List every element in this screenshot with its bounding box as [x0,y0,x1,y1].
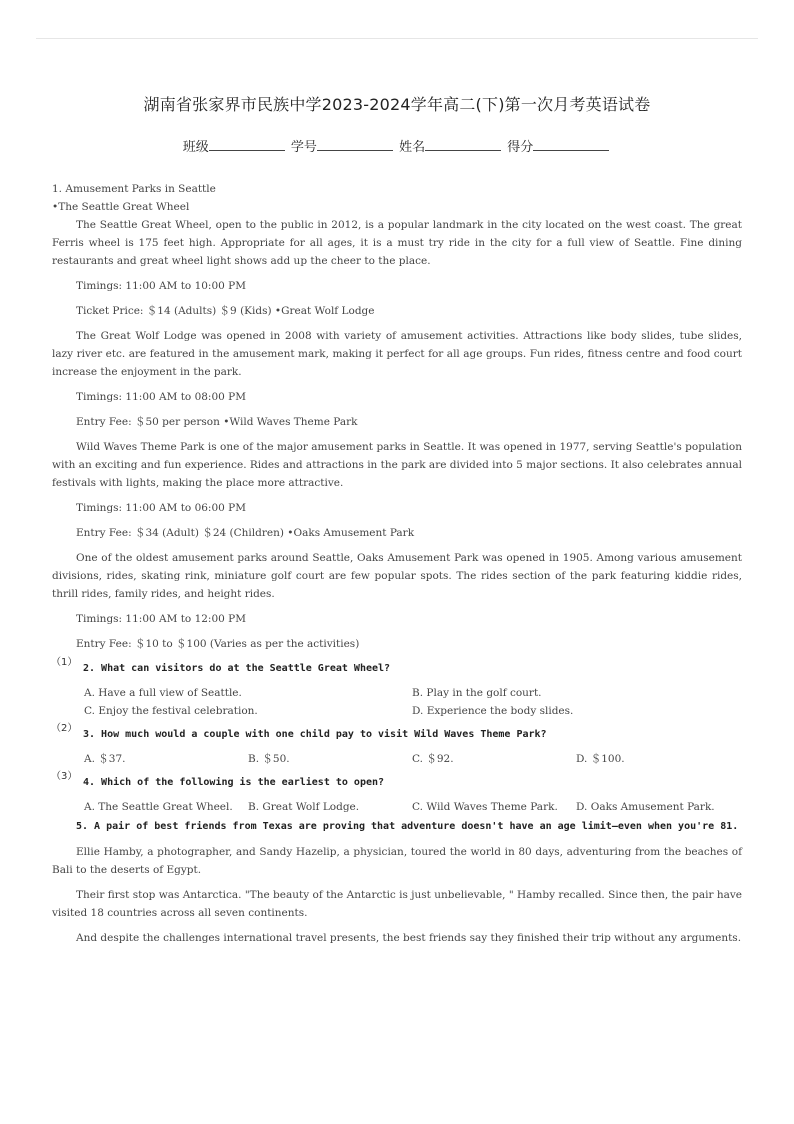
timings-line: Timings: 11:00 AM to 12:00 PM [76,613,246,625]
option-c[interactable]: C. Wild Waves Theme Park. [412,801,558,813]
option-b[interactable]: B. ＄50. [248,753,290,765]
option-b[interactable]: B. Play in the golf court. [412,687,542,699]
price-line: Entry Fee: ＄34 (Adult) ＄24 (Children) •Oaks Amusement Park [76,527,415,539]
option-b[interactable]: B. Great Wolf Lodge. [248,801,360,813]
price-line: Ticket Price: ＄14 (Adults) ＄9 (Kids) •Great Wolf Lodge [76,305,375,317]
answer-options [52,750,742,768]
paragraph: The Seattle Great Wheel, open to the public in 2012, is a popular landmark in the city located on the west coast. The great Ferris wheel is 175 feet high. Appropriate for all ages, it is a must try ride in the city for a full view of Seattle. Fine dining restaurants and great wheel light shows add up the cheer to the place. [52,219,742,267]
section-seattle-great-wheel: •The Seattle Great Wheel [52,201,190,213]
answer-options [52,798,742,816]
question-5-heading: 5. A pair of best friends from Texas are proving that adventure doesn't have an age limit—even when you're 81. [76,821,739,832]
answer-options [52,684,742,720]
paragraph: Ellie Hamby, a photographer, and Sandy Hazelip, a physician, toured the world in 80 days, adventuring from the beaches of Bali to the deserts of Egypt. [52,846,742,876]
score-label: 得分 [507,140,534,155]
option-d[interactable]: D. ＄100. [576,753,625,765]
sub-question-number: （1） [51,657,78,668]
paragraph: The Great Wolf Lodge was opened in 2008 with variety of amusement activities. Attractions like body slides, tube slides, lazy river etc. are featured in the amusement mark, making it perfect for all age groups. Fun rides, fitness centre and food court increase the enjoyment in the park. [52,330,742,378]
sub-question-text: 3. How much would a couple with one child pay to visit Wild Waves Theme Park? [83,729,547,740]
sub-question-3 [51,771,742,816]
sub-question-1 [51,657,742,720]
paragraph: One of the oldest amusement parks around Seattle, Oaks Amusement Park was opened in 1905. Among various amusement divisions, rides, skating rink, miniature golf court are few popular spots. The rides section of the park featuring kiddie rides, thrill rides, family rides, and height rides. [52,552,742,600]
timings-line: Timings: 11:00 AM to 10:00 PM [76,280,246,292]
paragraph: Their first stop was Antarctica. "The beauty of the Antarctic is just unbelievable, " Hamby recalled. Since then, the pair have visited 18 countries across all seven continents. [52,889,742,919]
exam-content [52,180,742,954]
page-title: 湖南省张家界市民族中学2023-2024学年高二(下)第一次月考英语试卷 [143,95,651,114]
paragraph: Wild Waves Theme Park is one of the major amusement parks in Seattle. It was opened in 1977, serving Seattle's population with an exciting and fun experience. Rides and attractions in the park are divided into 5 major sections. It also celebrates annual festivals with lights, making the place more attractive. [52,441,742,489]
option-c[interactable]: C. ＄92. [412,753,454,765]
sub-question-text: 4. Which of the following is the earliest to open? [83,777,385,788]
question-1-heading: 1. Amusement Parks in Seattle [52,183,216,195]
student-info-line [0,136,794,155]
option-d[interactable]: D. Experience the body slides. [412,705,574,717]
timings-line: Timings: 11:00 AM to 06:00 PM [76,502,246,514]
class-label: 班级 [182,140,209,155]
class-blank[interactable] [209,138,285,151]
student-number-label: 学号 [290,140,317,155]
student-number-blank[interactable] [317,138,393,151]
sub-question-text: 2. What can visitors do at the Seattle Great Wheel? [83,663,391,674]
option-a[interactable]: A. Have a full view of Seattle. [84,687,242,699]
name-label: 姓名 [399,140,426,155]
option-a[interactable]: A. The Seattle Great Wheel. [84,801,233,813]
sub-question-number: （3） [51,771,78,782]
sub-question-number: （2） [51,723,78,734]
sub-question-2 [51,723,742,768]
name-blank[interactable] [425,138,501,151]
timings-line: Timings: 11:00 AM to 08:00 PM [76,391,246,403]
option-c[interactable]: C. Enjoy the festival celebration. [84,705,258,717]
price-line: Entry Fee: ＄50 per person •Wild Waves Theme Park [76,416,358,428]
paragraph: And despite the challenges international travel presents, the best friends say they finished their trip without any arguments. [76,932,742,944]
option-d[interactable]: D. Oaks Amusement Park. [576,801,715,813]
price-line: Entry Fee: ＄10 to ＄100 (Varies as per the activities) [76,638,360,650]
top-divider [36,38,758,39]
option-a[interactable]: A. ＄37. [84,753,126,765]
score-blank[interactable] [533,138,609,151]
